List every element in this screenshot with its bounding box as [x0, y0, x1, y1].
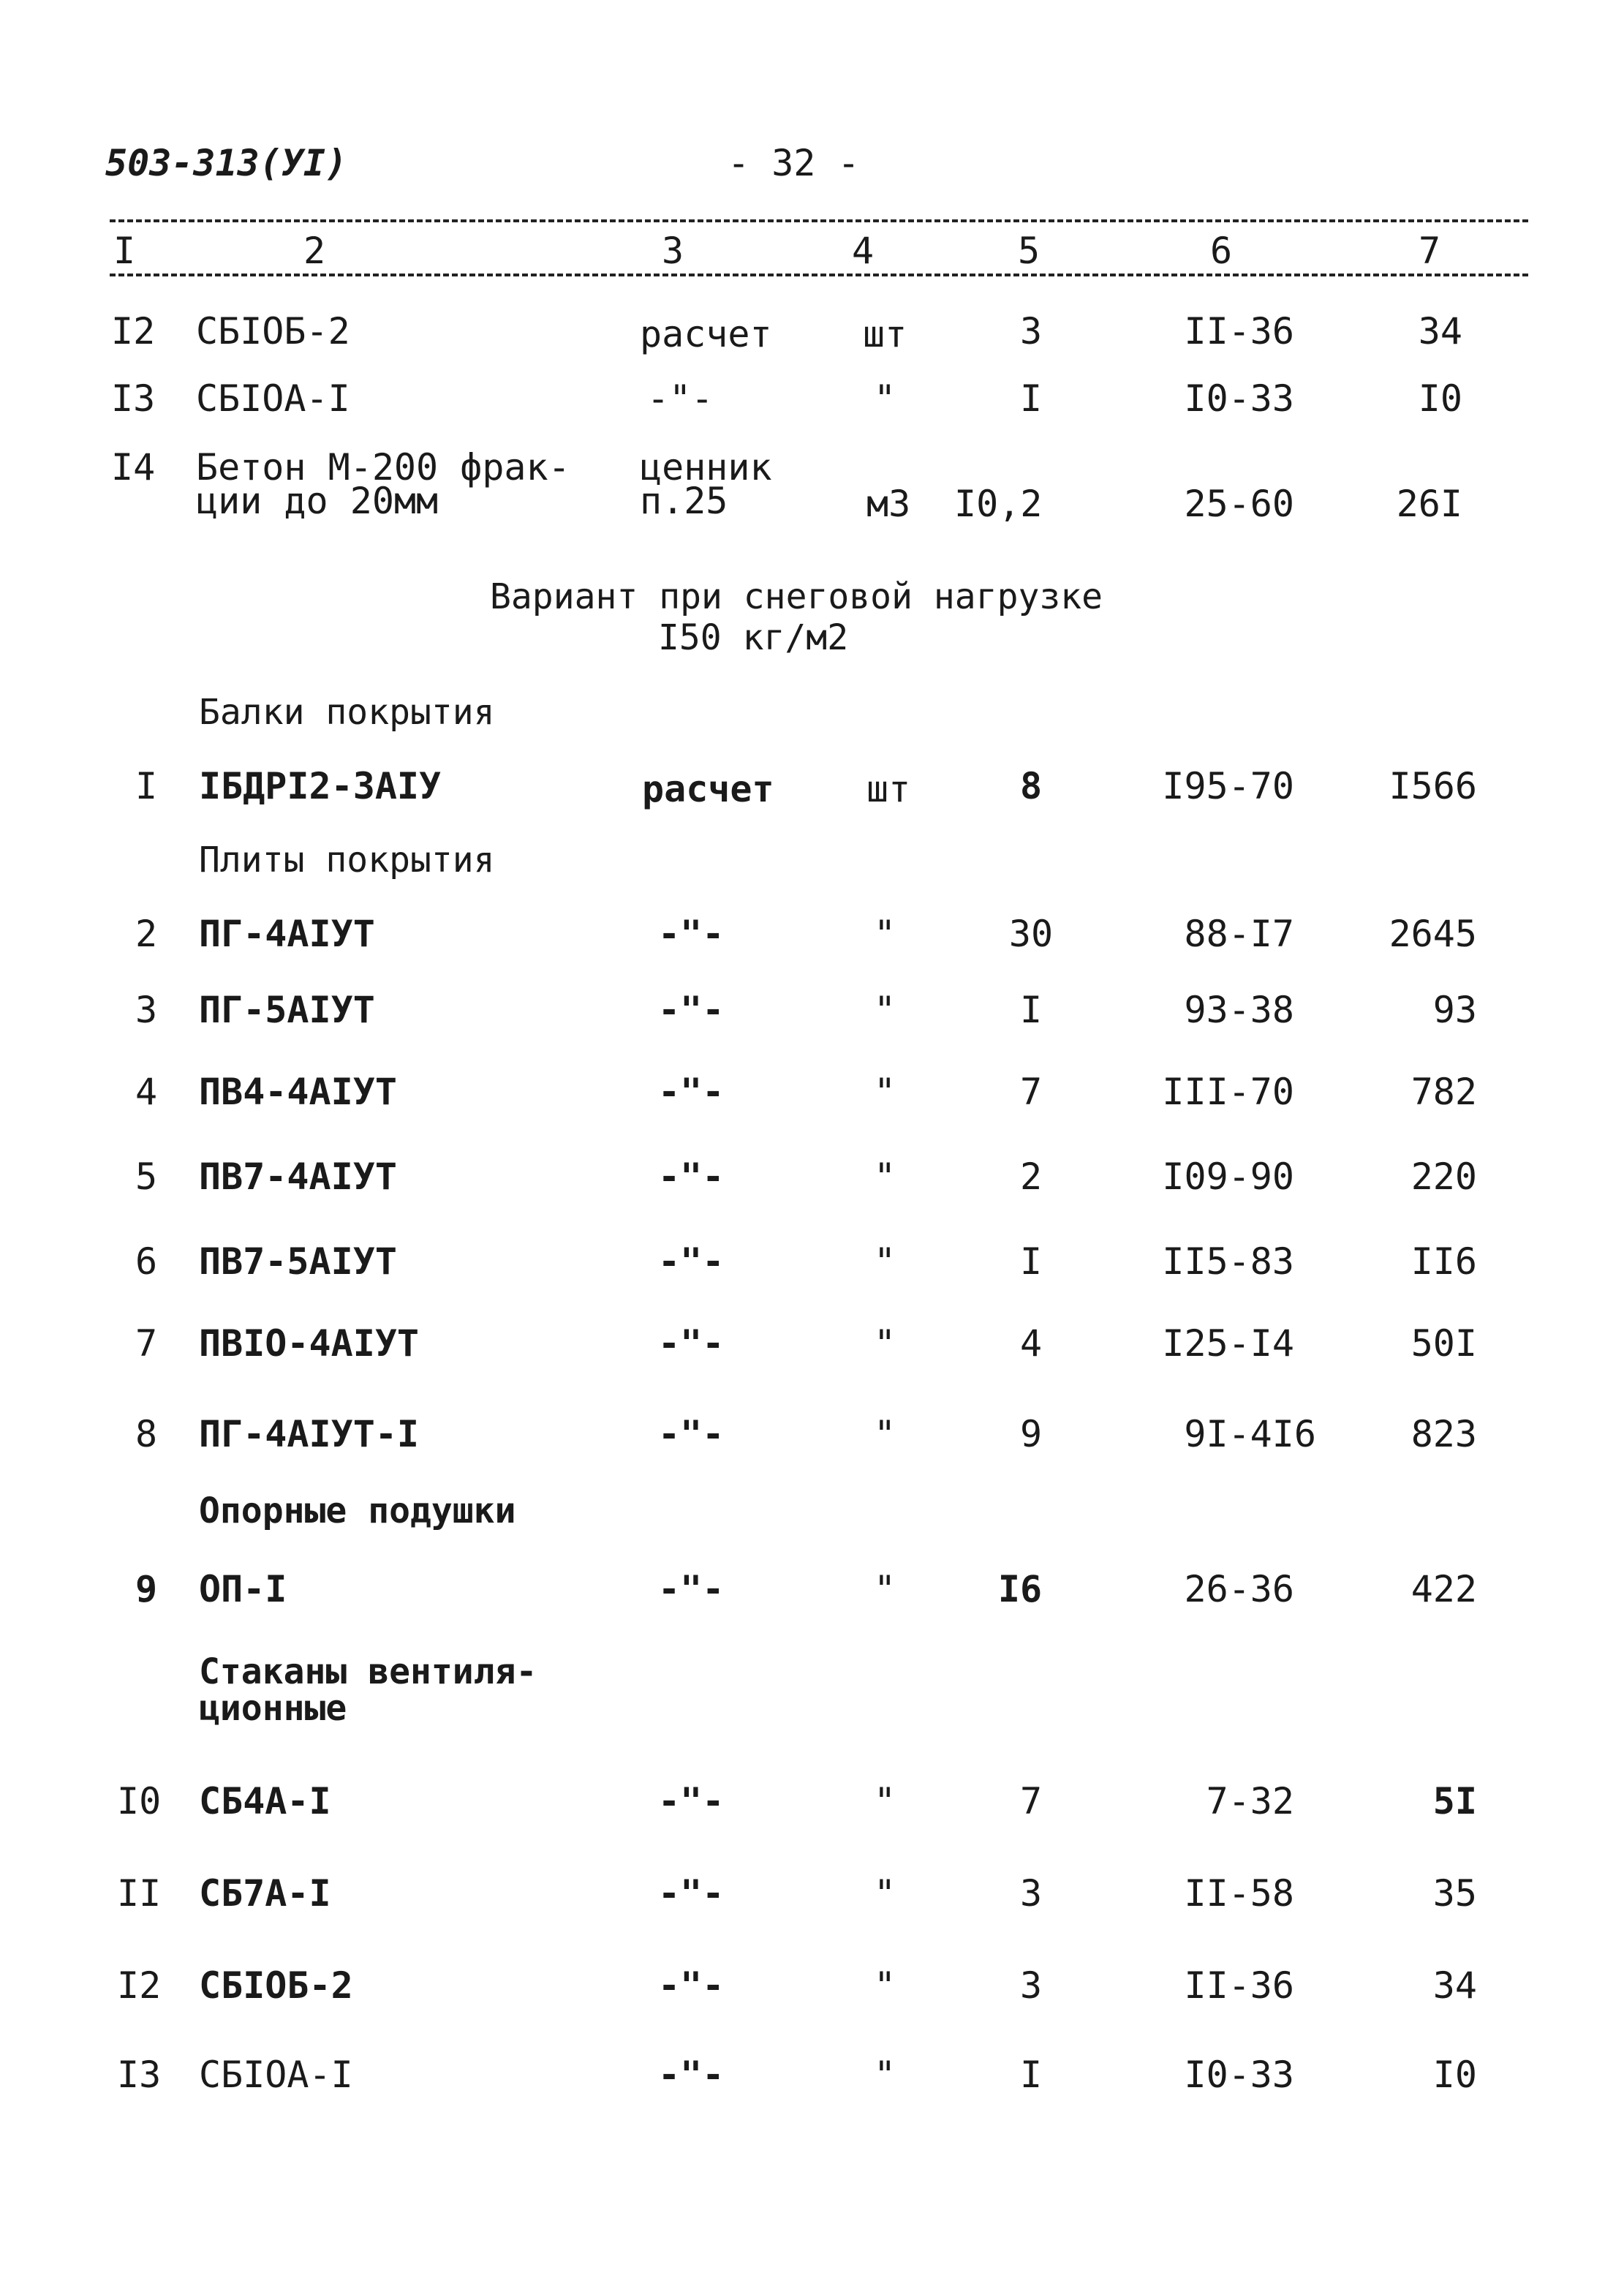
item-total: 782 — [1410, 1071, 1477, 1113]
col-header-3: 3 — [662, 230, 684, 272]
item-qty: I6 — [997, 1568, 1043, 1610]
item-total: 823 — [1410, 1413, 1477, 1455]
item-ref: расчет — [640, 313, 772, 355]
item-total: I566 — [1389, 765, 1477, 807]
item-ref: -"- — [658, 1964, 725, 2007]
item-name: ПВ7-4АIУТ — [199, 1155, 397, 1198]
item-total: 26I — [1396, 483, 1462, 525]
item-name: СБ7А-I — [199, 1872, 331, 1915]
item-price: II-36 — [1184, 310, 1294, 352]
section-vents-line1: Стаканы вентиля- — [199, 1651, 537, 1692]
item-total: 5I — [1432, 1780, 1477, 1822]
item-name-line1: Бетон М-200 фрак- — [196, 446, 570, 489]
item-price: I0-33 — [1184, 377, 1294, 420]
row-number: 3 — [135, 989, 158, 1031]
item-name: ПВ4-4АIУТ — [199, 1071, 397, 1113]
row-number: I — [135, 765, 158, 807]
col-header-5: 5 — [1018, 230, 1041, 272]
row-number: I3 — [111, 377, 156, 420]
page-number: - 32 - — [728, 142, 860, 184]
item-qty: I — [1019, 989, 1043, 1031]
row-number: I0 — [117, 1780, 162, 1822]
item-unit: " — [874, 377, 896, 420]
row-number: I3 — [117, 2054, 162, 2096]
item-unit: " — [874, 1071, 896, 1113]
row-number: I4 — [111, 446, 156, 489]
item-total: 422 — [1410, 1568, 1477, 1610]
item-price: I0-33 — [1184, 2054, 1294, 2096]
col-header-7: 7 — [1419, 230, 1441, 272]
item-unit: шт — [866, 768, 911, 810]
row-number: I2 — [117, 1964, 162, 2007]
variant-title: Вариант при снеговой нагрузке — [490, 576, 1103, 617]
item-name: ПВ7-5АIУТ — [199, 1240, 397, 1283]
item-qty: 4 — [1019, 1322, 1043, 1365]
item-ref: -"- — [658, 1780, 725, 1822]
item-name: СБ4А-I — [199, 1780, 331, 1822]
item-total: 34 — [1418, 310, 1462, 352]
item-total: I0 — [1432, 2054, 1477, 2096]
document-code: 503-313(УI) — [105, 142, 348, 184]
item-qty: 3 — [1019, 1964, 1043, 2007]
row-number: 4 — [135, 1071, 158, 1113]
item-name-line2: ции до 20мм — [196, 480, 439, 522]
item-ref: -"- — [658, 1071, 725, 1113]
item-ref-line1: ценник — [640, 446, 772, 489]
row-number: 5 — [135, 1155, 158, 1198]
item-unit: " — [874, 913, 896, 955]
item-price: 7-32 — [1206, 1780, 1294, 1822]
item-name: СБIОБ-2 — [199, 1964, 353, 2007]
item-name: ОП-I — [199, 1568, 287, 1610]
header-bottom-rule — [110, 274, 1528, 276]
item-price: II5-83 — [1162, 1240, 1294, 1283]
row-number: II — [117, 1872, 162, 1915]
item-name: ПГ-4АIУТ-I — [199, 1413, 420, 1455]
item-price: 9I-4I6 — [1184, 1413, 1316, 1455]
item-qty: I — [1019, 377, 1043, 420]
col-header-2: 2 — [303, 230, 326, 272]
item-unit: " — [874, 1568, 896, 1610]
item-price: I25-I4 — [1162, 1322, 1294, 1365]
col-header-6: 6 — [1210, 230, 1233, 272]
item-unit: " — [874, 1155, 896, 1198]
col-header-4: 4 — [852, 230, 875, 272]
item-name: СБIОБ-2 — [196, 310, 350, 352]
item-ref: -"- — [658, 1568, 725, 1610]
item-ref: -"- — [658, 1240, 725, 1283]
item-name: ПВIО-4АIУТ — [199, 1322, 420, 1365]
item-price: 25-60 — [1184, 483, 1294, 525]
item-total: 50I — [1410, 1322, 1477, 1365]
item-name: IБДРI2-3АIУ — [199, 765, 442, 807]
item-unit: " — [874, 1240, 896, 1283]
item-unit: " — [874, 1780, 896, 1822]
item-name: СБIОА-I — [199, 2054, 353, 2096]
item-qty: 7 — [1019, 1071, 1043, 1113]
item-qty: 3 — [1019, 1872, 1043, 1915]
item-total: 34 — [1432, 1964, 1477, 2007]
item-price: 88-I7 — [1184, 913, 1294, 955]
item-total: 220 — [1410, 1155, 1477, 1198]
item-ref: расчет — [642, 768, 774, 810]
item-price: 26-36 — [1184, 1568, 1294, 1610]
section-vents-line2: ционные — [199, 1688, 347, 1729]
item-unit: шт — [863, 313, 907, 355]
item-unit: " — [874, 1872, 896, 1915]
item-unit: " — [874, 989, 896, 1031]
header-top-rule — [110, 219, 1528, 222]
item-price: III-70 — [1162, 1071, 1294, 1113]
item-ref: -"- — [658, 1155, 725, 1198]
item-price: II-58 — [1184, 1872, 1294, 1915]
section-pads: Опорные подушки — [199, 1490, 516, 1531]
item-price: I09-90 — [1162, 1155, 1294, 1198]
item-name: ПГ-4АIУТ — [199, 913, 375, 955]
row-number: 9 — [135, 1568, 158, 1610]
item-total: II6 — [1410, 1240, 1477, 1283]
item-qty: I — [1019, 1240, 1043, 1283]
variant-subtitle: I50 кг/м2 — [658, 617, 849, 658]
item-price: II-36 — [1184, 1964, 1294, 2007]
item-unit: " — [874, 2054, 896, 2096]
item-qty: 7 — [1019, 1780, 1043, 1822]
item-unit: " — [874, 1964, 896, 2007]
row-number: 6 — [135, 1240, 158, 1283]
item-unit: " — [874, 1322, 896, 1365]
item-ref: -"- — [658, 913, 725, 955]
item-ref: -"- — [647, 377, 714, 420]
item-total: 2645 — [1389, 913, 1477, 955]
item-ref: -"- — [658, 1872, 725, 1915]
item-unit: " — [874, 1413, 896, 1455]
item-qty: 2 — [1019, 1155, 1043, 1198]
section-plates: Плиты покрытия — [199, 840, 495, 881]
row-number: 8 — [135, 1413, 158, 1455]
item-price: 93-38 — [1184, 989, 1294, 1031]
row-number: I2 — [111, 310, 156, 352]
item-qty: I0,2 — [954, 483, 1043, 525]
item-ref: -"- — [658, 989, 725, 1031]
item-total: I0 — [1418, 377, 1462, 420]
item-qty: 3 — [1019, 310, 1043, 352]
item-price: I95-70 — [1162, 765, 1294, 807]
item-ref: -"- — [658, 2054, 725, 2096]
item-qty: I — [1019, 2054, 1043, 2096]
item-unit: м3 — [866, 483, 911, 525]
item-total: 93 — [1432, 989, 1477, 1031]
row-number: 2 — [135, 913, 158, 955]
item-name: СБIОА-I — [196, 377, 350, 420]
item-total: 35 — [1432, 1872, 1477, 1915]
item-ref: -"- — [658, 1413, 725, 1455]
item-ref: -"- — [658, 1322, 725, 1365]
item-qty: 8 — [1019, 765, 1043, 807]
col-header-1: I — [113, 230, 136, 272]
item-qty: 30 — [1008, 913, 1054, 955]
item-name: ПГ-5АIУТ — [199, 989, 375, 1031]
row-number: 7 — [135, 1322, 158, 1365]
section-beams: Балки покрытия — [199, 692, 495, 733]
item-qty: 9 — [1019, 1413, 1043, 1455]
item-ref-line2: п.25 — [640, 480, 728, 522]
